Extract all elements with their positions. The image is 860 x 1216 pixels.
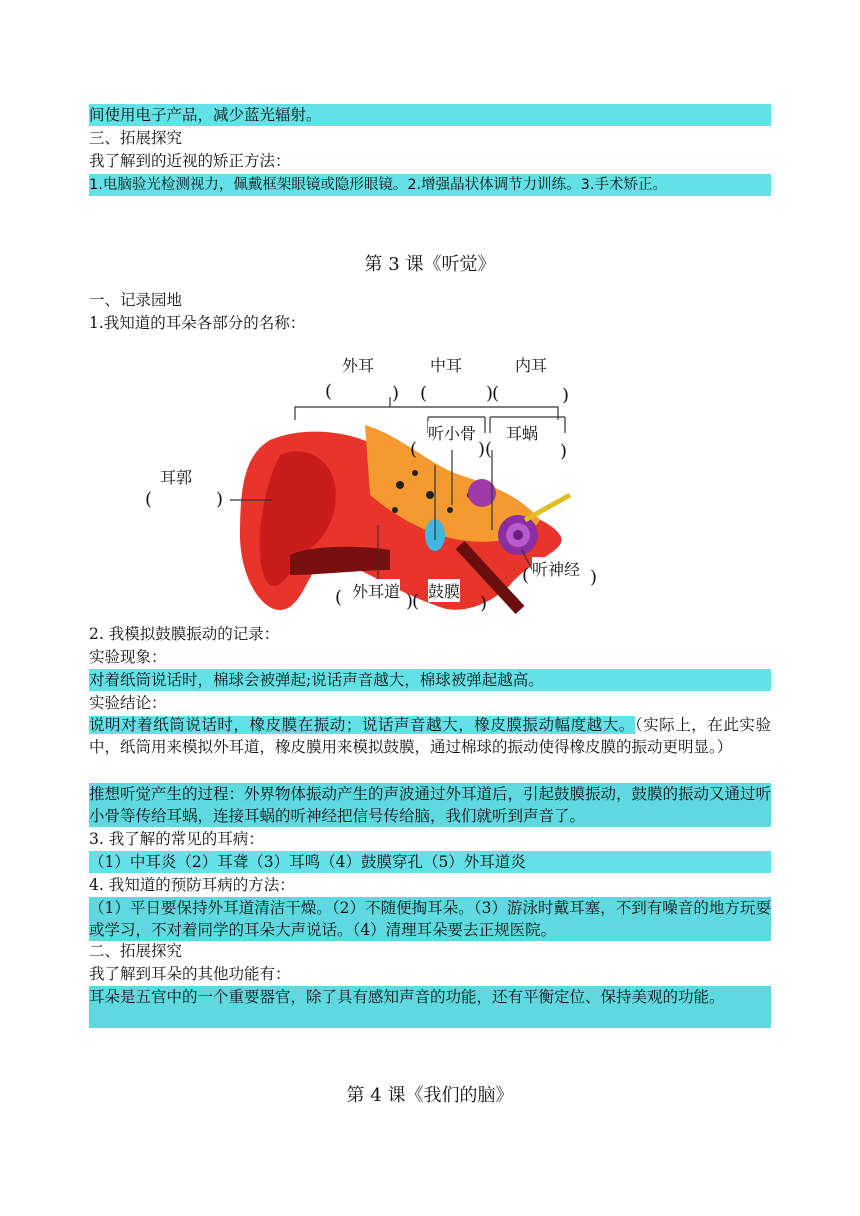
lesson-4-title: 第 4 课《我们的脑》: [346, 1085, 514, 1106]
middle-ear-label: 中耳: [430, 356, 463, 375]
question-2: 2. 我模拟鼓膜振动的记录：: [89, 625, 280, 643]
question-3: 3. 我了解的常见的耳病：: [89, 830, 264, 848]
blank-open: (: [325, 381, 333, 402]
section-heading-extend: 三、拓展探究: [89, 129, 183, 147]
highlighted-text: （1）中耳炎（2）耳聋（3）耳鸣（4）鼓膜穿孔（5）外耳道炎: [89, 851, 771, 873]
blank-open: (: [410, 439, 418, 460]
cochlea-label: 耳蜗: [506, 421, 538, 444]
pinna-label: 耳郭: [160, 468, 193, 487]
diseases-answer: [89, 851, 771, 873]
blank-open: (: [145, 489, 153, 510]
blank-open: (: [412, 591, 420, 612]
conclusion-paragraph: [89, 714, 771, 758]
blank-close: ): [406, 591, 414, 612]
blank-open: (: [420, 383, 428, 404]
top-line-1: [89, 104, 771, 126]
highlighted-text: 1.电脑验光检测视力，佩戴框架眼镜或隐形眼镜。2.增强晶状体调节力训练。3.手术矫正。: [89, 174, 771, 196]
prevention-answer: （1）平日要保持外耳道清洁干燥。（2）不随便掏耳朵。（3）游泳时戴耳塞，不到有噪音的地方玩耍或学习，不对着同学的耳朵大声说话。（4）清理耳朵要去正规医院。: [89, 899, 771, 939]
blank-close: ): [478, 439, 486, 460]
auditory-nerve-label: 听神经: [532, 557, 580, 580]
question-1: 1.我知道的耳朵各部分的名称：: [89, 314, 306, 332]
highlighted-text: 对着纸筒说话时，棉球会被弹起;说话声音越大，棉球被弹起越高。: [89, 669, 771, 691]
blank-close: ): [562, 385, 570, 406]
blank-open: (: [485, 439, 493, 460]
conclusion-label: 实验结论：: [89, 694, 167, 712]
outer-ear-label: 外耳: [342, 356, 375, 375]
phenomenon-answer: [89, 669, 771, 691]
blank-close: ): [560, 441, 568, 462]
hearing-process: 推想听觉产生的过程：外界物体振动产生的声波通过外耳道后，引起鼓膜振动，鼓膜的振动又通过听小骨等传给耳蜗，连接耳蜗的听神经把信号传给脑，我们就听到声音了。: [89, 785, 772, 825]
lesson-3-title: 第 3 课《听觉》: [364, 254, 496, 275]
blank-close: ): [486, 383, 494, 404]
other-functions-answer: 耳朵是五官中的一个重要器官，除了具有感知声音的功能，还有平衡定位、保持美观的功能。: [89, 986, 771, 1028]
ear-canal-label: 外耳道: [352, 579, 400, 602]
blank-open: (: [335, 587, 343, 608]
eardrum-label: 鼓膜: [428, 579, 460, 602]
ossicles-label: 听小骨: [428, 421, 476, 444]
highlighted-text: 说明对着纸筒说话时，橡皮膜在振动；说话声音越大，橡皮膜振动幅度越大。: [89, 716, 635, 734]
myopia-answer: [89, 173, 771, 196]
blank-open: (: [522, 565, 530, 586]
ear-diagram: [130, 345, 610, 620]
question-4: 4. 我知道的预防耳病的方法：: [89, 876, 295, 894]
section-record: 一、记录园地: [89, 291, 183, 309]
other-functions-intro: 我了解到耳朵的其他功能有：: [89, 965, 291, 983]
myopia-intro: 我了解到的近视的矫正方法：: [89, 152, 291, 170]
blank-close: ): [216, 489, 224, 510]
blank-close: ): [392, 383, 400, 404]
blank-close: ): [590, 567, 598, 588]
section-extend: 二、拓展探究: [89, 942, 183, 960]
blank-open: (: [492, 383, 500, 404]
phenomenon-label: 实验现象：: [89, 648, 167, 666]
inner-ear-label: 内耳: [515, 356, 548, 375]
highlighted-text: 间使用电子产品，减少蓝光辐射。: [89, 104, 771, 126]
blank-close: ): [480, 593, 488, 614]
conclusion-note: （实际上，在此实验中，纸筒用来模拟外耳道，橡皮膜用来模拟鼓膜，通过棉球的振动使得橡皮膜的振动更明显。）: [89, 716, 771, 756]
